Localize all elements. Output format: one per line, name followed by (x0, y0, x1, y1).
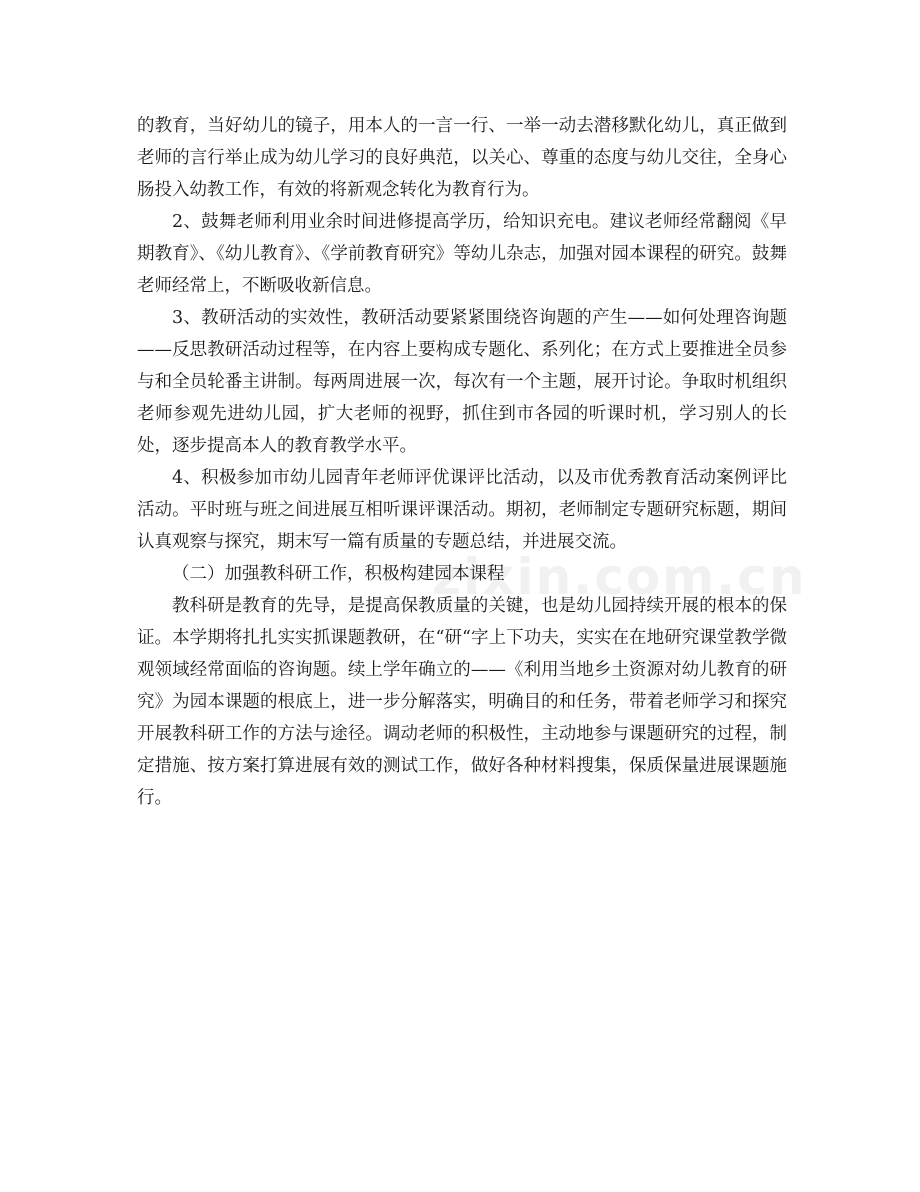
paragraph-research: 教科研是教育的先导，是提高保教质量的关键，也是幼儿园持续开展的根本的保证。本学期将扎扎实实抓课题教研，在“研“字上下功夫，实实在在地研究课堂教学微观领域经常面临的咨询题。续上学年确立的——《利用当地乡土资源对幼儿教育的研究》为园本课题的根底上，进一步分解落实，明确目的和任务，带着老师学习和探究开展教科研工作的方法与途径。调动老师的积极性，主动地参与课题研究的过程，制定措施、按方案打算进展有效的测试工作，做好各种材料搜集，保质保量进展课题施行。 (137, 596, 787, 808)
paragraph-item-2: 2、鼓舞老师利用业余时间进修提高学历，给知识充电。建议老师经常翻阅《早期教育》、《幼儿教育》、《学前教育研究》等幼儿杂志，加强对园本课程的研究。鼓舞老师经常上，不断吸收新信息。 (137, 212, 787, 296)
paragraph-item-3: 3、教研活动的实效性，教研活动要紧紧围绕咨询题的产生——如何处理咨询题——反思教研活动过程等，在内容上要构成专题化、系列化；在方式上要推进全员参与和全员轮番主讲制。每两周进展一次，每次有一个主题，展开讨论。争取时机组织老师参观先进幼儿园，扩大老师的视野，抓住到市各园的听课时机，学习别人的长处，逐步提高本人的教育教学水平。 (137, 308, 787, 456)
section-heading: （二）加强教科研工作，积极构建园本课程 (172, 564, 505, 584)
watermark: zixin.com.cn (432, 548, 807, 606)
paragraph-continuation: 的教育，当好幼儿的镜子，用本人的一言一行、一举一动去潜移默化幼儿，真正做到老师的言行举止成为幼儿学习的良好典范，以关心、尊重的态度与幼儿交往，全身心肠投入幼教工作，有效的将新观念转化为教育行为。 (137, 116, 787, 200)
document-body (137, 110, 787, 814)
paragraph-item-4: 4、积极参加市幼儿园青年老师评优课评比活动，以及市优秀教育活动案例评比活动。平时班与班之间进展互相听课评课活动。期初，老师制定专题研究标题，期间认真观察与探究，期末写一篇有质量的专题总结，并进展交流。 (137, 468, 787, 552)
